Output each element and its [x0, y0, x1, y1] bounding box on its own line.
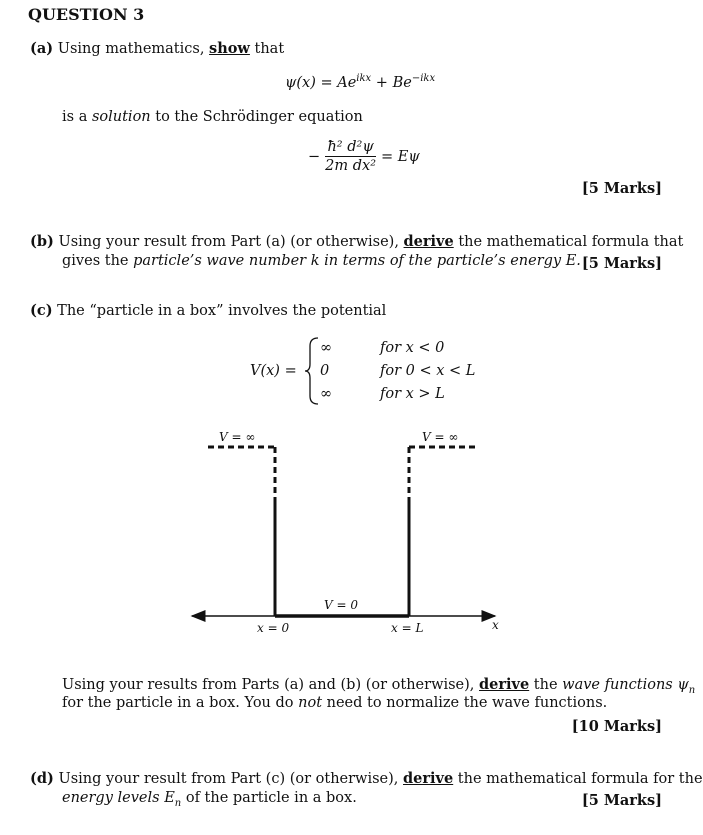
part-b-verb: derive [403, 233, 454, 250]
part-c-line1 [30, 302, 386, 319]
label-xL: x = L [391, 621, 424, 635]
part-b-label: (b) [30, 233, 54, 250]
part-a-line2-post: to the Schrödinger equation [155, 109, 363, 125]
part-c-follow2-pre: for the particle in a box. You do [62, 695, 294, 711]
part-a-line2 [62, 109, 363, 125]
part-d-marks: [5 Marks] [581, 792, 662, 809]
eq1-exponent: ikx [356, 73, 372, 84]
part-c-follow2-em: not [298, 695, 323, 711]
question-heading: QUESTION 3 [28, 5, 145, 24]
part-d-line2 [62, 790, 357, 809]
case-1-cond: for 0 < x < L [380, 363, 476, 379]
part-d-line2-em: energy levels E [62, 790, 175, 806]
part-a-after-verb: that [254, 41, 285, 57]
part-c-follow1-em: wave functions ψ [562, 677, 689, 693]
part-b-line2 [62, 253, 581, 269]
part-b-marks: [5 Marks] [581, 255, 662, 272]
part-d-line2-post: of the particle in a box. [185, 790, 357, 806]
part-a-line1 [30, 40, 284, 57]
sch-fraction [323, 139, 378, 174]
schrodinger-equation [308, 139, 420, 174]
label-v-bottom: V = 0 [324, 598, 358, 612]
part-b-line1 [30, 233, 683, 250]
part-d-text2: the mathematical formula for the [457, 771, 703, 787]
part-b-line2-em: particle’s wave number k in terms of the particle’s energy E. [133, 253, 581, 269]
sch-minus: − [308, 148, 321, 165]
part-b-text2: the mathematical formula that [458, 234, 684, 250]
eq1-part: ψ(x) = Ae [285, 74, 357, 91]
case-0-value: ∞ [320, 340, 333, 356]
part-c-follow1-sub: n [688, 684, 696, 696]
part-d-line2-sub: n [174, 797, 182, 809]
part-a-marks: [5 Marks] [581, 180, 662, 197]
case-1-value: 0 [320, 363, 330, 379]
part-b-text1: Using your result from Part (a) (or otherwise), [58, 234, 399, 250]
part-c-follow1-post: the [533, 677, 558, 693]
case-2-cond: for x > L [380, 386, 445, 402]
part-c-follow1-pre: Using your results from Parts (a) and (b) (or otherwise), [62, 677, 475, 693]
part-c-text: The “particle in a box” involves the potential [57, 303, 387, 319]
sch-rhs: = Eψ [381, 148, 420, 165]
part-c-follow2-post: need to normalize the wave functions. [326, 695, 608, 711]
part-c-label: (c) [30, 302, 53, 319]
label-v-left: V = ∞ [219, 430, 256, 444]
label-v-right: V = ∞ [422, 430, 459, 444]
eq1-mid: + Be [371, 74, 412, 91]
label-x-axis: x [492, 618, 499, 632]
part-c-follow-line2 [62, 695, 607, 711]
case-0-cond: for x < 0 [380, 340, 445, 356]
part-d-label: (d) [30, 770, 54, 787]
part-d-text1: Using your result from Part (c) (or otherwise), [58, 771, 399, 787]
part-d-verb: derive [403, 770, 454, 787]
sch-numerator: ħ² d²ψ [327, 139, 374, 155]
sch-denominator: 2m dx² [325, 158, 377, 174]
part-b-line2-pre: gives the [62, 253, 129, 269]
eq1-exponent2: −ikx [411, 73, 436, 84]
label-x0: x = 0 [257, 621, 290, 635]
part-a-line2-em: solution [91, 109, 151, 125]
particle-in-box-diagram [0, 420, 682, 645]
part-a-label: (a) [30, 40, 54, 57]
part-c-follow1-verb: derive [479, 676, 530, 693]
part-a-intro: Using mathematics, [57, 41, 205, 57]
case-2-value: ∞ [320, 386, 333, 402]
part-a-wavefunction-equation [285, 73, 435, 91]
part-a-verb: show [209, 40, 250, 57]
part-a-line2-pre: is a [62, 109, 88, 125]
potential-lhs: V(x) = [250, 363, 297, 379]
part-c-marks: [10 Marks] [571, 718, 662, 735]
part-d-line1 [30, 770, 703, 787]
part-c-follow-line1 [62, 676, 695, 696]
